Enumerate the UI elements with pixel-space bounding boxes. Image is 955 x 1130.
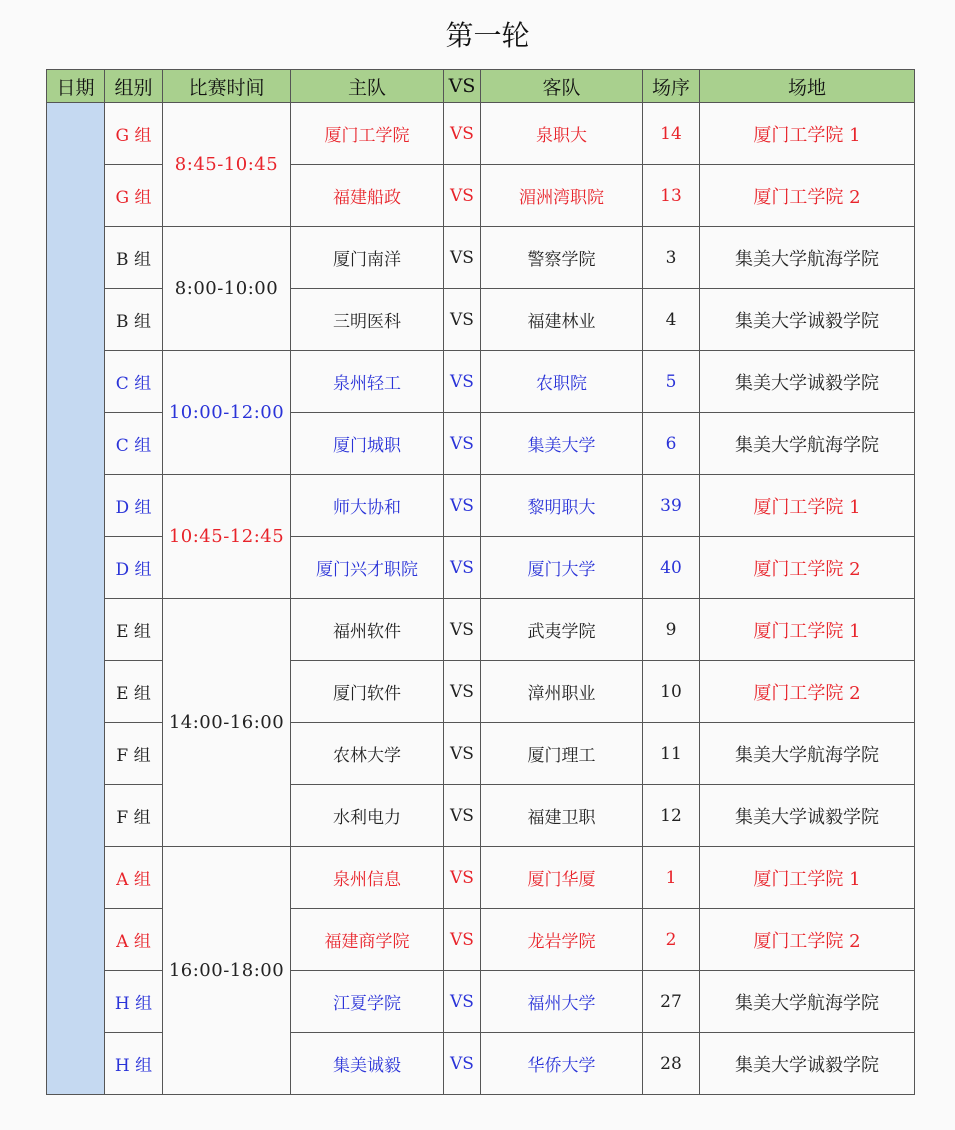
away-team-cell: 农职院 bbox=[481, 351, 643, 413]
vs-cell: VS bbox=[444, 103, 481, 165]
home-team-cell: 厦门南洋 bbox=[291, 227, 444, 289]
group-cell: B 组 bbox=[105, 289, 163, 351]
order-cell: 2 bbox=[643, 909, 700, 971]
order-cell: 9 bbox=[643, 599, 700, 661]
vs-cell: VS bbox=[444, 661, 481, 723]
home-team-cell: 三明医科 bbox=[291, 289, 444, 351]
venue-cell: 厦门工学院 1 bbox=[700, 103, 915, 165]
group-cell: C 组 bbox=[105, 351, 163, 413]
home-team-cell: 厦门兴才职院 bbox=[291, 537, 444, 599]
table-row bbox=[47, 847, 915, 909]
away-team-cell: 警察学院 bbox=[481, 227, 643, 289]
venue-cell: 集美大学航海学院 bbox=[700, 971, 915, 1033]
away-team-cell: 泉职大 bbox=[481, 103, 643, 165]
home-team-cell: 厦门工学院 bbox=[291, 103, 444, 165]
venue-cell: 厦门工学院 2 bbox=[700, 909, 915, 971]
group-cell: D 组 bbox=[105, 475, 163, 537]
away-team-cell: 华侨大学 bbox=[481, 1033, 643, 1095]
page-title: 第一轮 bbox=[445, 19, 530, 52]
venue-cell: 厦门工学院 1 bbox=[700, 599, 915, 661]
vs-cell: VS bbox=[444, 971, 481, 1033]
header-order: 场序 bbox=[643, 70, 700, 103]
order-cell: 14 bbox=[643, 103, 700, 165]
venue-cell: 集美大学航海学院 bbox=[700, 413, 915, 475]
venue-cell: 集美大学航海学院 bbox=[700, 227, 915, 289]
group-cell: A 组 bbox=[105, 847, 163, 909]
order-cell: 27 bbox=[643, 971, 700, 1033]
away-team-cell: 集美大学 bbox=[481, 413, 643, 475]
schedule-table bbox=[46, 69, 915, 1095]
away-team-cell: 厦门华厦 bbox=[481, 847, 643, 909]
order-cell: 11 bbox=[643, 723, 700, 785]
header-time: 比赛时间 bbox=[163, 70, 291, 103]
away-team-cell: 厦门理工 bbox=[481, 723, 643, 785]
group-cell: D 组 bbox=[105, 537, 163, 599]
table-row bbox=[47, 227, 915, 289]
home-team-cell: 厦门城职 bbox=[291, 413, 444, 475]
order-cell: 28 bbox=[643, 1033, 700, 1095]
schedule-body bbox=[47, 103, 915, 1095]
group-cell: F 组 bbox=[105, 723, 163, 785]
group-cell: H 组 bbox=[105, 971, 163, 1033]
vs-cell: VS bbox=[444, 847, 481, 909]
order-cell: 13 bbox=[643, 165, 700, 227]
time-cell: 10:45-12:45 bbox=[163, 475, 291, 599]
group-cell: C 组 bbox=[105, 413, 163, 475]
home-team-cell: 集美诚毅 bbox=[291, 1033, 444, 1095]
order-cell: 3 bbox=[643, 227, 700, 289]
vs-cell: VS bbox=[444, 413, 481, 475]
away-team-cell: 福建卫职 bbox=[481, 785, 643, 847]
order-cell: 12 bbox=[643, 785, 700, 847]
order-cell: 39 bbox=[643, 475, 700, 537]
order-cell: 40 bbox=[643, 537, 700, 599]
away-team-cell: 龙岩学院 bbox=[481, 909, 643, 971]
group-cell: E 组 bbox=[105, 661, 163, 723]
home-team-cell: 泉州信息 bbox=[291, 847, 444, 909]
away-team-cell: 福建林业 bbox=[481, 289, 643, 351]
vs-cell: VS bbox=[444, 785, 481, 847]
away-team-cell: 福州大学 bbox=[481, 971, 643, 1033]
vs-cell: VS bbox=[444, 599, 481, 661]
venue-cell: 集美大学诚毅学院 bbox=[700, 1033, 915, 1095]
header-vs: VS bbox=[444, 70, 481, 103]
time-cell: 16:00-18:00 bbox=[163, 847, 291, 1095]
vs-cell: VS bbox=[444, 351, 481, 413]
table-row bbox=[47, 475, 915, 537]
date-cell bbox=[47, 103, 105, 1095]
home-team-cell: 农林大学 bbox=[291, 723, 444, 785]
home-team-cell: 师大协和 bbox=[291, 475, 444, 537]
header-away: 客队 bbox=[481, 70, 643, 103]
vs-cell: VS bbox=[444, 289, 481, 351]
home-team-cell: 水利电力 bbox=[291, 785, 444, 847]
venue-cell: 集美大学诚毅学院 bbox=[700, 289, 915, 351]
home-team-cell: 泉州轻工 bbox=[291, 351, 444, 413]
table-row bbox=[47, 351, 915, 413]
group-cell: A 组 bbox=[105, 909, 163, 971]
away-team-cell: 厦门大学 bbox=[481, 537, 643, 599]
group-cell: B 组 bbox=[105, 227, 163, 289]
order-cell: 6 bbox=[643, 413, 700, 475]
group-cell: F 组 bbox=[105, 785, 163, 847]
order-cell: 10 bbox=[643, 661, 700, 723]
venue-cell: 集美大学航海学院 bbox=[700, 723, 915, 785]
time-cell: 14:00-16:00 bbox=[163, 599, 291, 847]
order-cell: 1 bbox=[643, 847, 700, 909]
vs-cell: VS bbox=[444, 1033, 481, 1095]
group-cell: G 组 bbox=[105, 103, 163, 165]
header-row bbox=[47, 70, 915, 103]
venue-cell: 厦门工学院 2 bbox=[700, 537, 915, 599]
home-team-cell: 江夏学院 bbox=[291, 971, 444, 1033]
group-cell: G 组 bbox=[105, 165, 163, 227]
table-row bbox=[47, 599, 915, 661]
header-home: 主队 bbox=[291, 70, 444, 103]
vs-cell: VS bbox=[444, 475, 481, 537]
venue-cell: 厦门工学院 2 bbox=[700, 165, 915, 227]
order-cell: 5 bbox=[643, 351, 700, 413]
group-cell: H 组 bbox=[105, 1033, 163, 1095]
home-team-cell: 福建船政 bbox=[291, 165, 444, 227]
group-cell: E 组 bbox=[105, 599, 163, 661]
away-team-cell: 湄洲湾职院 bbox=[481, 165, 643, 227]
home-team-cell: 福州软件 bbox=[291, 599, 444, 661]
vs-cell: VS bbox=[444, 165, 481, 227]
header-date: 日期 bbox=[47, 70, 105, 103]
time-cell: 8:00-10:00 bbox=[163, 227, 291, 351]
vs-cell: VS bbox=[444, 723, 481, 785]
order-cell: 4 bbox=[643, 289, 700, 351]
away-team-cell: 黎明职大 bbox=[481, 475, 643, 537]
venue-cell: 厦门工学院 1 bbox=[700, 847, 915, 909]
venue-cell: 集美大学诚毅学院 bbox=[700, 351, 915, 413]
time-cell: 10:00-12:00 bbox=[163, 351, 291, 475]
vs-cell: VS bbox=[444, 227, 481, 289]
venue-cell: 集美大学诚毅学院 bbox=[700, 785, 915, 847]
home-team-cell: 厦门软件 bbox=[291, 661, 444, 723]
away-team-cell: 武夷学院 bbox=[481, 599, 643, 661]
venue-cell: 厦门工学院 2 bbox=[700, 661, 915, 723]
time-cell: 8:45-10:45 bbox=[163, 103, 291, 227]
table-row bbox=[47, 103, 915, 165]
vs-cell: VS bbox=[444, 537, 481, 599]
vs-cell: VS bbox=[444, 909, 481, 971]
header-venue: 场地 bbox=[700, 70, 915, 103]
away-team-cell: 漳州职业 bbox=[481, 661, 643, 723]
home-team-cell: 福建商学院 bbox=[291, 909, 444, 971]
venue-cell: 厦门工学院 1 bbox=[700, 475, 915, 537]
header-group: 组别 bbox=[105, 70, 163, 103]
